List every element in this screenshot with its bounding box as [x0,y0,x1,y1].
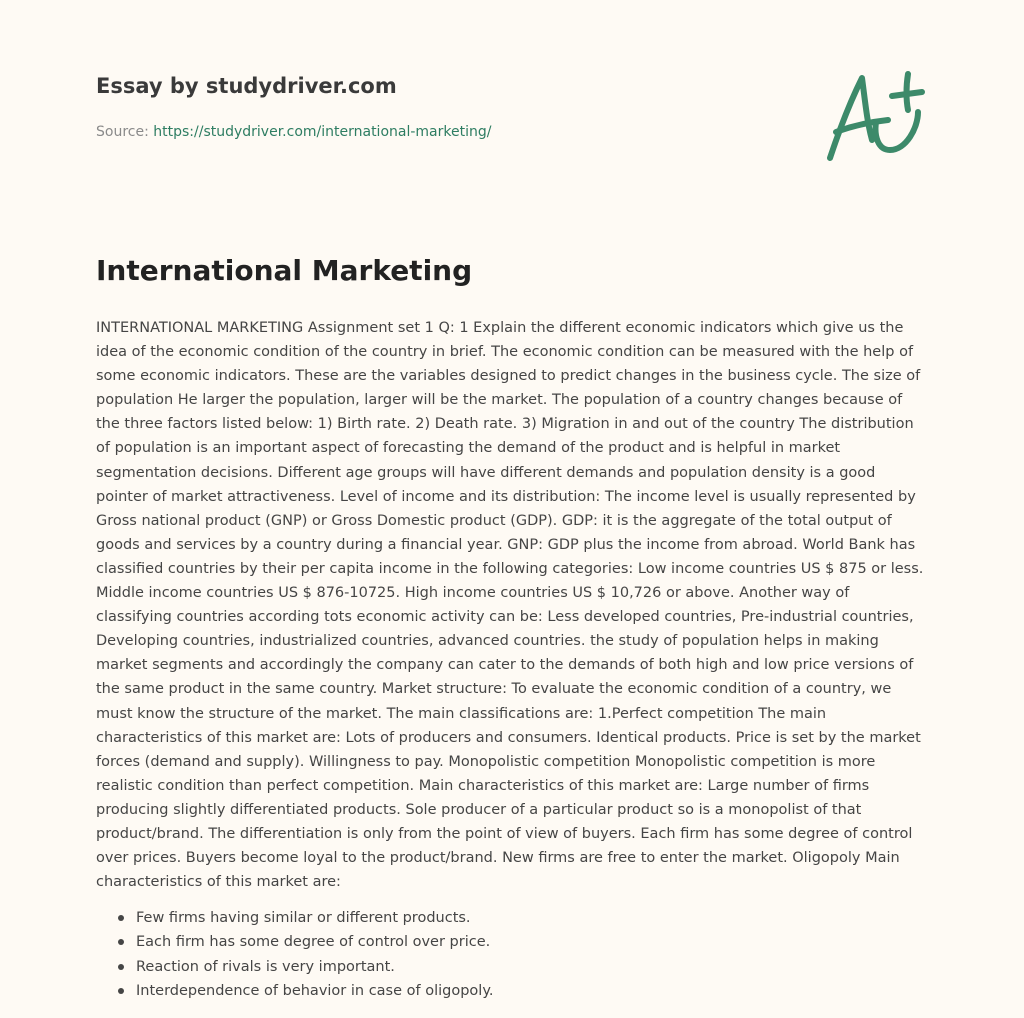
list-item-text: Interdependence of behavior in case of oligopoly. [136,982,494,999]
site-title: Essay by studydriver.com [96,74,397,98]
list-item-text: Each firm has some degree of control over price. [136,934,491,951]
list-item [96,955,928,979]
essay-title: International Marketing [96,254,473,287]
source-link[interactable]: https://studydriver.com/international-marketing/ [153,124,492,140]
a-plus-grade-icon [818,66,928,166]
list-item [96,979,928,1003]
source-label: Source: [96,124,149,140]
bullet-dot-icon [118,939,124,945]
list-item-text: Few firms having similar or different products. [136,910,471,926]
bullet-list [96,906,928,1003]
bullet-dot-icon [118,988,124,994]
list-item [96,906,928,930]
source-line [96,124,491,140]
bullet-dot-icon [118,964,124,970]
list-item [96,930,928,954]
bullet-dot-icon [118,915,124,921]
list-item-text: Reaction of rivals is very important. [136,958,395,975]
essay-body: INTERNATIONAL MARKETING Assignment set 1 Q: 1 Explain the different economic indicators which give us the idea of the economic condition of the country in brief. The economic condition can be measured with the help of some economic indicators. These are the variables designed to predict changes in the business cycle. The size of population He larger the population, larger will be the market. The population of a country changes because of the three factors listed below: 1) Birth rate. 2) Death rate. 3) Migration in and out of the country The distribution of population is an important aspect of forecasting the demand of the product and is helpful in market segmentation decisions. Different age groups will have different demands and population density is a good pointer of market attractiveness. Level of income and its distribution: The income level is usually represented by Gross national product (GNP) or Gross Domestic product (GDP). GDP: it is the aggregate of the total output of goods and services by a country during a financial year. GNP: GDP plus the income from abroad. World Bank has classified countries by their per capita income in the following categories: Low income countries US $ 875 or less. Middle income countries US $ 876-10725. High income countries US $ 10,726 or above. Another way of classifying countries according tots economic activity can be: Less developed countries, Pre-industrial countries, Developing countries, industrialized countries, advanced countries. the study of population helps in making market segments and accordingly the company can cater to the demands of both high and low price versions of the same product in the same country. Market structure: To evaluate the economic condition of a country, we must know the structure of the market. The main classifications are: 1.Perfect competition The main characteristics of this market are: Lots of producers and consumers. Identical products. Price is set by the market forces (demand and supply). Willingness to pay. Monopolistic competition Monopolistic competition is more realistic condition than perfect competition. Main characteristics of this market are: Large number of firms producing slightly differentiated products. Sole producer of a particular product so is a monopolist of that product/brand. The differentiation is only from the point of view of buyers. Each firm has some degree of control over prices. Buyers become loyal to the product/brand. New firms are free to enter the market. Oligopoly Main characteristics of this market are: [96,320,924,891]
